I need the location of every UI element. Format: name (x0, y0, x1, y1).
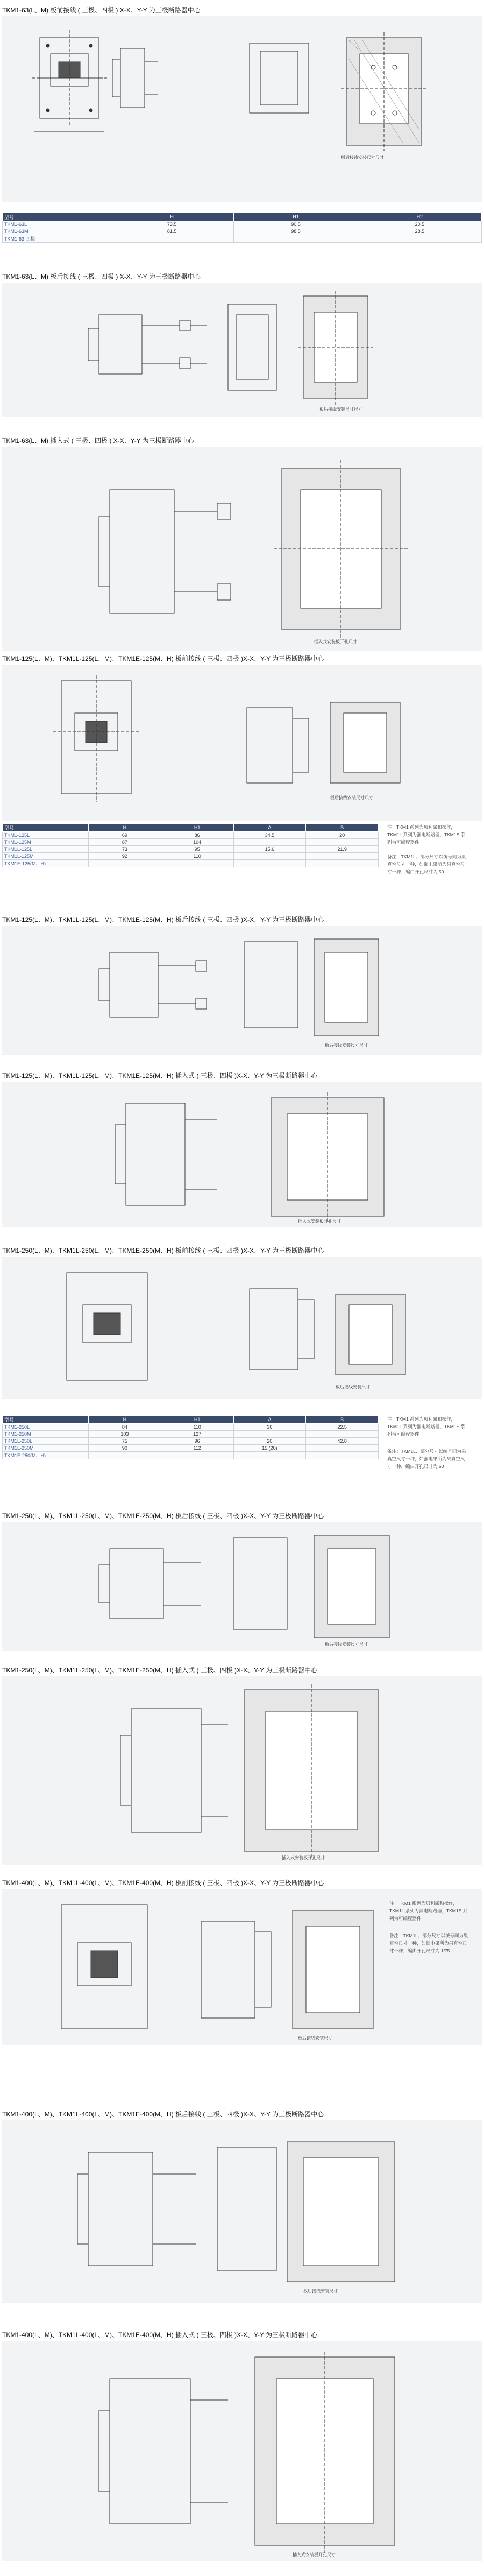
breaker-drawing (2, 1522, 482, 1651)
drawing-panel (2, 2120, 482, 2303)
side-view (120, 48, 145, 108)
drawing-panel (2, 1257, 482, 1399)
drawing-caption: 插入式安装板开孔尺寸 (293, 2552, 336, 2557)
table-note: 备注：TKM1L、部分尺寸以统号同为果真空尺寸一种，如漏电果所为果真空尺寸一种，编由开孔尺寸为 50 (387, 1449, 466, 1469)
table-row: TKM1-250M 103 127 (3, 1431, 379, 1438)
spec-table-63 (2, 213, 482, 243)
section-title: TKM1-250(L、M)、TKM1L-250(L、M)、TKM1E-250(M、H) 板前接线 ( 三极、四极 )X-X、Y-Y 为三极断路器中心 (2, 1247, 324, 1254)
drawing-caption: 插入式安装板开孔尺寸 (314, 639, 357, 644)
col-header: 型号 (3, 213, 110, 221)
drawing-caption: 板后接线安装尺寸 (303, 2289, 338, 2293)
drawing-panel (2, 1082, 482, 1227)
section-title: TKM1-125(L、M)、TKM1L-125(L、M)、TKM1E-125(M、H) 板后接线 ( 三极、四极 )X-X、Y-Y 为三极断路器中心 (2, 916, 324, 923)
drawing-caption: 板后接线安装尺寸尺寸 (330, 795, 373, 800)
table-row: TKM1L-250M 90 112 15 (20) (3, 1445, 379, 1452)
drawing-panel (2, 926, 482, 1055)
table-row: TKM1L-125M 92 110 (3, 853, 379, 860)
section-title: TKM1-63(L、M) 板前接线 ( 三极、四极 ) X-X、Y-Y 为三极断路器中心 (2, 6, 201, 14)
col-header: H1 (234, 213, 358, 221)
drawing-caption: 板后接线安装尺寸 (336, 1385, 370, 1389)
table-row: TKM1E-250(M、H) (3, 1452, 379, 1459)
table-note: 备注：TKM1L、部分尺寸以统号同为果真空尺寸一种，如漏电果所为果真空尺寸一种，编由开孔尺寸为 50 (387, 854, 466, 874)
breaker-drawing (2, 1082, 482, 1227)
drawing-panel (2, 283, 482, 417)
drawing-caption: 板后接线安装尺寸尺寸 (319, 407, 362, 412)
table-row: TKM1-63M 81.5 98.5 28.5 (3, 228, 482, 235)
drawing-panel (2, 1676, 482, 1865)
section-title: TKM1-125(L、M)、TKM1L-125(L、M)、TKM1E-125(M、H) 插入式 ( 三极、四极 )X-X、Y-Y 为三极断路器中心 (2, 1072, 318, 1079)
breaker-drawing (2, 2120, 482, 2303)
section-title: TKM1-400(L、M)、TKM1L-400(L、M)、TKM1E-400(M、H) 板前接线 ( 三极、四极 )X-X、Y-Y 为三极断路器中心 (2, 1879, 324, 1887)
table-note: 注：TKM1 系列为贝利属和操作，TKM1L 系列为漏电断路器，TKM1E 系列为可编程器件 (387, 824, 466, 845)
drawing-caption: 板后接线安装尺寸尺寸 (341, 155, 384, 160)
drawing-panel (2, 1889, 482, 2045)
top-view (250, 43, 309, 113)
table-row: TKM1-125L 69 86 34.5 20 (3, 832, 379, 839)
breaker-drawing (2, 1676, 482, 1865)
breaker-drawing (2, 665, 482, 821)
table-note: 备注：TKM1L、部分尺寸以统号同为果真空尺寸一种，如漏电果所为果真空尺寸一种，编由开孔尺寸为 1/75 (389, 1933, 468, 1953)
table-row: TKM1-63L 73.5 90.5 20.5 (3, 221, 482, 228)
section-title: TKM1-125(L、M)、TKM1L-125(L、M)、TKM1E-125(M、H) 板前接线 ( 三极、四极 )X-X、Y-Y 为三极断路器中心 (2, 655, 324, 662)
breaker-drawing (2, 447, 482, 651)
drawing-panel (2, 2341, 482, 2561)
section-title: TKM1-63(L、M) 板后接线 ( 三极、四极 ) X-X、Y-Y 为三极断路器中心 (2, 273, 201, 280)
spec-table-125: 型号 H H1 A B TKM1-125L 69 86 34.5 20 TKM1-125M 87 104 TKM1L-125L 73 95 15.6 21.9 TKM1L-125M 92 110 TKM1E-125(M、H) (2, 823, 379, 867)
drawing-panel (2, 16, 482, 202)
drawing-panel (2, 665, 482, 821)
breaker-drawing (2, 1257, 482, 1399)
drawing-panel (2, 1522, 482, 1651)
drawing-caption: 插入式安装板开孔尺寸 (298, 1219, 341, 1224)
table-note: 注：TKM1 系列为贝利属和操作，TKM1L 系列为漏电断路器，TKM1E 系列为可编程器件 (389, 1901, 468, 1921)
table-row: TKM1L-250L 75 96 20 42.8 (3, 1438, 379, 1445)
drawing-caption: 插入式安装板开孔尺寸 (282, 1855, 325, 1860)
breaker-drawing (2, 283, 482, 417)
section-title: TKM1-250(L、M)、TKM1L-250(L、M)、TKM1E-250(M、H) 插入式 ( 三极、四极 )X-X、Y-Y 为三极断路器中心 (2, 1667, 318, 1674)
section-title: TKM1-250(L、M)、TKM1L-250(L、M)、TKM1E-250(M、H) 板后接线 ( 三极、四极 )X-X、Y-Y 为三极断路器中心 (2, 1512, 324, 1520)
table-row: TKM1L-125L 73 95 15.6 21.9 (3, 846, 379, 853)
breaker-drawing (2, 926, 482, 1055)
section-title: TKM1-400(L、M)、TKM1L-400(L、M)、TKM1E-400(M、H) 插入式 ( 三极、四极 )X-X、Y-Y 为三极断路器中心 (2, 2331, 318, 2339)
breaker-drawing (2, 16, 482, 202)
table-row: TKM1E-125(M、H) (3, 860, 379, 867)
table-row: TKM1-63 四极 (3, 235, 482, 243)
section-title: TKM1-63(L、M) 插入式 ( 三极、四极 ) X-X、Y-Y 为三极断路器中心 (2, 437, 194, 444)
table-row: TKM1-250L 84 110 36 22.5 (3, 1424, 379, 1431)
col-header: H2 (358, 213, 481, 221)
breaker-drawing (2, 2341, 482, 2561)
spec-table-250: 型号 H H1 A B TKM1-250L 84 110 36 22.5 TKM1-250M 103 127 TKM1L-250L 75 96 20 42.8 TKM1L-250M 90 112 15 (20) TKM1E-250(M、H) (2, 1415, 379, 1459)
col-header: H (110, 213, 234, 221)
drawing-caption: 板后接线安装尺寸尺寸 (325, 1642, 368, 1647)
section-title: TKM1-400(L、M)、TKM1L-400(L、M)、TKM1E-400(M、H) 板后接线 ( 三极、四极 )X-X、Y-Y 为三极断路器中心 (2, 2111, 324, 2118)
drawing-caption: 板后接线安装尺寸尺寸 (325, 1043, 368, 1048)
drawing-caption: 板后接线安装尺寸 (298, 2036, 332, 2041)
table-row: TKM1-125M 87 104 (3, 839, 379, 846)
drawing-panel (2, 447, 482, 651)
table-note: 注：TKM1 系列为贝利属和操作，TKM1L 系列为漏电断路器，TKM1E 系列为可编程器件 (387, 1416, 466, 1437)
